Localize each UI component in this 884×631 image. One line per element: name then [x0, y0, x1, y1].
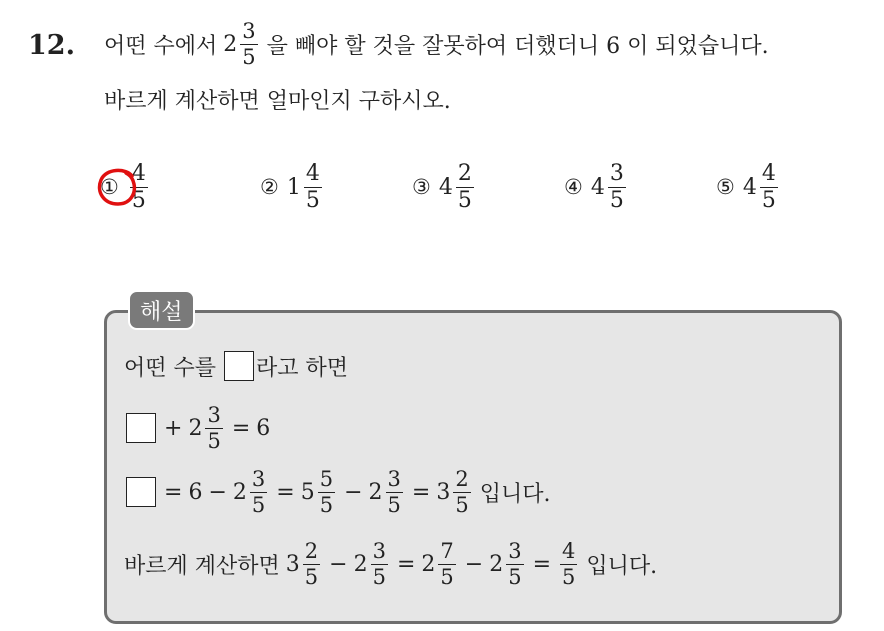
denominator: 5 — [242, 44, 256, 69]
solution-text: 라고 하면 — [256, 355, 349, 381]
solution-badge: 해설 — [128, 290, 195, 330]
result-value: 6 — [256, 415, 271, 441]
fraction — [303, 538, 320, 589]
choice-number: ⑤ — [716, 175, 735, 199]
solution-text: 어떤 수를 — [124, 355, 217, 381]
solution-line-1 — [124, 346, 348, 386]
denominator: 5 — [455, 492, 469, 517]
mixed-whole: 4 — [590, 174, 605, 200]
mixed-whole: 2 — [232, 479, 247, 505]
choice-2[interactable] — [260, 152, 325, 222]
solution-text: 바르게 계산하면 — [124, 553, 280, 579]
numerator: 4 — [131, 160, 146, 186]
mixed-whole: 3 — [436, 479, 451, 505]
minus-sign: − — [464, 551, 484, 577]
question-line-2: 바르게 계산하면 얼마인지 구하시오. — [104, 88, 451, 114]
question-number: 12. — [28, 30, 75, 61]
numerator: 2 — [304, 538, 319, 563]
fraction — [318, 466, 335, 517]
numerator: 4 — [562, 538, 576, 563]
denominator: 5 — [319, 492, 334, 517]
mixed-whole: 1 — [286, 174, 301, 200]
question-text-a: 어떤 수에서 — [104, 33, 218, 59]
numerator: 3 — [242, 18, 256, 43]
mixed-whole: 5 — [300, 479, 315, 505]
fraction — [304, 160, 322, 213]
denominator: 5 — [251, 492, 266, 517]
value: 6 — [188, 479, 203, 505]
minus-sign: − — [329, 551, 348, 577]
fraction — [250, 466, 267, 517]
numerator: 7 — [440, 538, 454, 563]
mixed-whole: 2 — [368, 479, 383, 505]
fraction — [371, 538, 388, 589]
numerator: 5 — [319, 466, 334, 491]
plus-sign: + — [164, 415, 183, 441]
mixed-whole: 2 — [489, 551, 504, 577]
fraction — [130, 160, 148, 213]
numerator: 3 — [609, 160, 624, 186]
choice-1[interactable] — [100, 152, 151, 222]
fraction — [240, 18, 257, 69]
fraction — [506, 538, 523, 589]
question-mixed-number — [223, 18, 260, 69]
mixed-whole: 3 — [285, 551, 300, 577]
fraction — [456, 160, 474, 213]
equals-sign: = — [532, 551, 552, 577]
fraction — [560, 538, 577, 589]
equals-sign: = — [164, 479, 183, 505]
equals-sign: = — [411, 479, 431, 505]
solution-text: 입니다. — [586, 553, 658, 579]
numerator: 4 — [761, 160, 776, 186]
numerator: 4 — [305, 160, 320, 186]
numerator: 3 — [207, 402, 221, 427]
mixed-whole: 2 — [421, 551, 436, 577]
blank-square — [126, 477, 156, 507]
choice-4[interactable] — [564, 152, 629, 222]
choice-3[interactable] — [412, 152, 477, 222]
question-text-b: 을 빼야 할 것을 잘못하여 더했더니 6 이 되었습니다. — [266, 33, 769, 59]
minus-sign: − — [208, 479, 227, 505]
numerator: 3 — [387, 466, 401, 491]
numerator: 2 — [455, 466, 469, 491]
denominator: 5 — [508, 564, 522, 589]
question-line-1 — [104, 14, 769, 74]
denominator: 5 — [305, 187, 320, 213]
mixed-whole: 4 — [438, 174, 453, 200]
mixed-whole: 2 — [223, 31, 238, 57]
denominator: 5 — [207, 428, 221, 453]
denominator: 5 — [440, 564, 454, 589]
fraction — [386, 466, 403, 517]
choice-number: ② — [260, 175, 279, 199]
blank-square — [224, 351, 254, 381]
denominator: 5 — [131, 187, 146, 213]
equals-sign: = — [396, 551, 416, 577]
denominator: 5 — [761, 187, 776, 213]
numerator: 2 — [457, 160, 472, 186]
fraction — [760, 160, 778, 213]
numerator: 3 — [372, 538, 386, 563]
denominator: 5 — [387, 492, 401, 517]
minus-sign: − — [344, 479, 363, 505]
choice-number: ① — [100, 175, 119, 199]
choice-5[interactable] — [716, 152, 781, 222]
mixed-whole: 2 — [188, 415, 203, 441]
choice-number: ③ — [412, 175, 431, 199]
equals-sign: = — [276, 479, 295, 505]
equals-sign: = — [231, 415, 251, 441]
choice-number: ④ — [564, 175, 583, 199]
solution-line-2 — [124, 398, 270, 458]
fraction — [205, 402, 222, 453]
numerator: 3 — [251, 466, 266, 491]
denominator: 5 — [457, 187, 472, 213]
fraction — [438, 538, 455, 589]
numerator: 3 — [508, 538, 522, 563]
fraction — [453, 466, 470, 517]
blank-square — [126, 413, 156, 443]
denominator: 5 — [304, 564, 319, 589]
mixed-whole: 2 — [353, 551, 368, 577]
answer-choices — [100, 152, 820, 222]
denominator: 5 — [609, 187, 624, 213]
fraction — [608, 160, 626, 213]
solution-line-3 — [124, 462, 550, 522]
denominator: 5 — [562, 564, 576, 589]
mixed-whole: 4 — [742, 174, 757, 200]
solution-text: 입니다. — [479, 481, 551, 507]
solution-line-4 — [124, 534, 657, 594]
denominator: 5 — [372, 564, 386, 589]
